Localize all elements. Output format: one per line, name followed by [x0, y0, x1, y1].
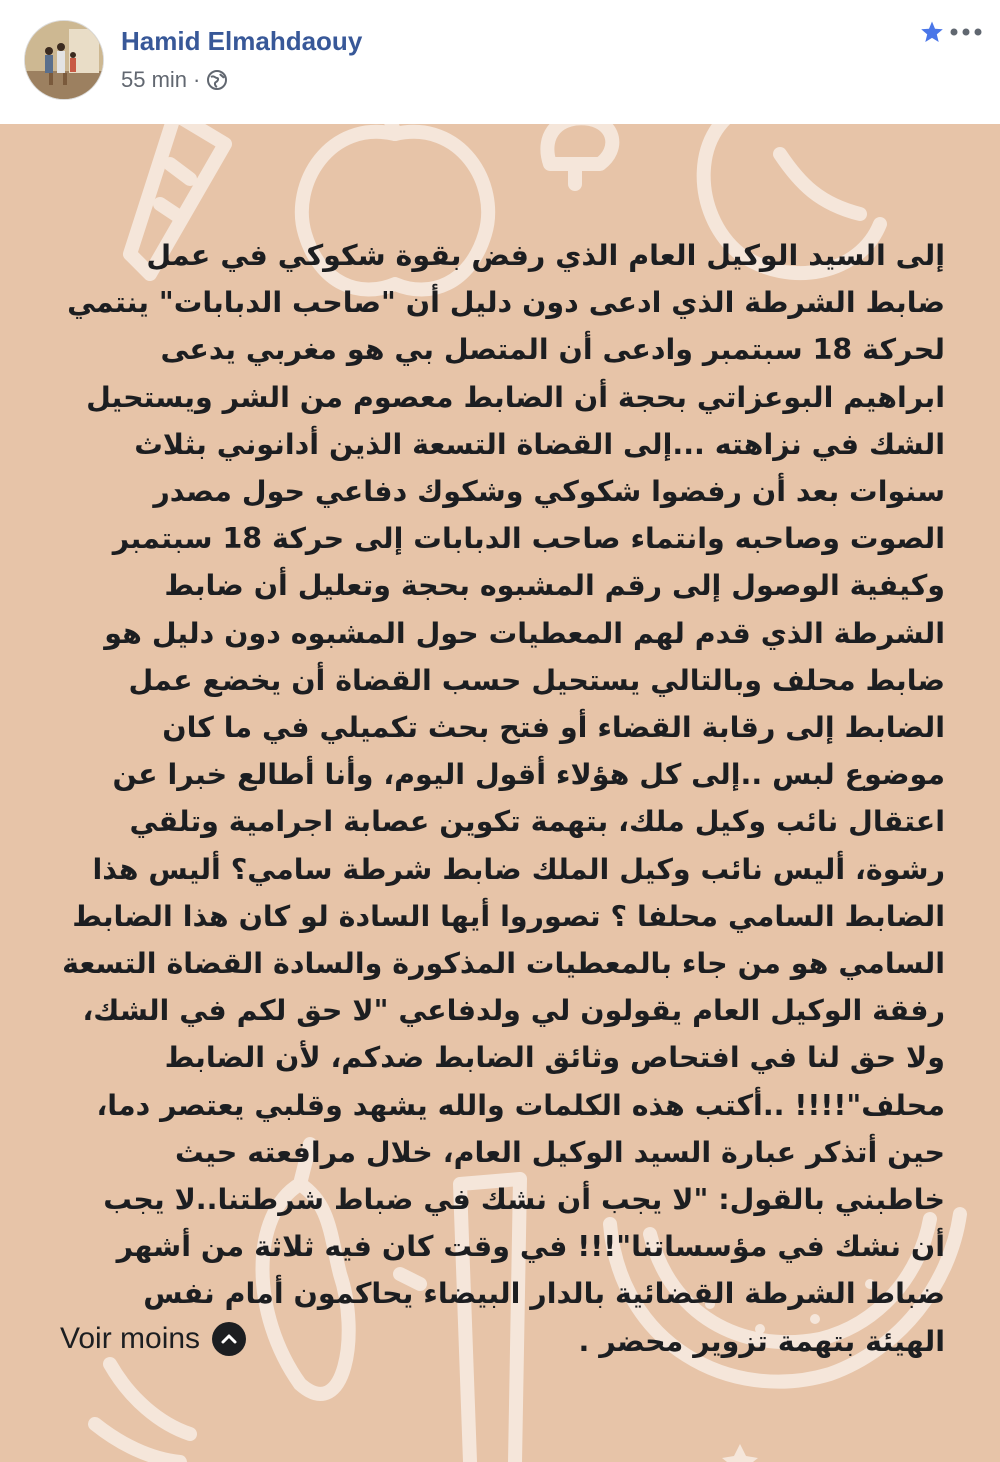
- chevron-up-icon[interactable]: [212, 1322, 246, 1356]
- see-less-label: Voir moins: [60, 1322, 201, 1355]
- avatar[interactable]: [24, 20, 104, 100]
- post-time[interactable]: 55 min: [121, 67, 188, 92]
- meta-separator: ·: [193, 67, 201, 92]
- star-icon[interactable]: [920, 20, 944, 44]
- post-body-text: إلى السيد الوكيل العام الذي رفض بقوة شكوكي في عمل ضابط الشرطة الذي ادعى دون دليل أن "صاحب الدبابات" ينتمي لحركة 18 سبتمبر وادعى أن المتصل بي هو مغربي يدعى ابراهيم البوعزاتي بحجة أن الضابط معصوم من الشر ويستحيل الشك في نزاهته ...إلى القضاة التسعة الذين أدانوني بثلاث سنوات بعد أن رفضوا شكوكي وشكوك دفاعي حول مصدر الصوت وصاحبه وانتماء صاحب الدبابات إلى حركة 18 سبتمبر وكيفية الوصول إلى رقم المشبوه بحجة وتعليل أن ضابط الشرطة الذي قدم لهم المعطيات حول المشبوه دون دليل هو ضابط محلف وبالتالي يستحيل حسب القضاة أن يخضع عمل الضابط إلى رقابة القضاء أو فتح بحث تكميلي في ما كان موضوع لبس ..إلى كل هؤلاء أقول اليوم، وأنا أطالع خبرا عن اعتقال نائب وكيل ملك، بتهمة تكوين عصابة اجرامية وتلقي رشوة، أليس نائب وكيل الملك ضابط شرطة سامي؟ أليس هذا الضابط السامي محلفا ؟ تصوروا أيها السادة لو كان هذا الضابط السامي هو من جاء بالمعطيات المذكورة والسادة القضاة التسعة رفقة الوكيل العام يقولون لي ولدفاعي "لا حق لكم في الشك، ولا حق لنا في افتحاص وثائق الضابط ضدكم، لأن الضابط محلف"!!!! ..أكتب هذه الكلمات والله يشهد وقلبي يعتصر دما، حين أتذكر عبارة السيد الوكيل العام، خلال مرافعته حيث خاطبني بالقول: "لا يجب أن نشك في ضباط شرطتنا..لا يجب أن نشك في مؤسساتنا"!!! في وقت كان فيه ثلاثة من أشهر ضباط الشرطة القضائية بالدار البيضاء يحاكمون أمام نفس الهيئة بتهمة تزوير محضر .: [62, 239, 945, 1358]
- post-background: [0, 124, 1000, 1462]
- post-header: [0, 0, 1000, 124]
- see-less-button[interactable]: [60, 1322, 246, 1356]
- avatar-photo: [25, 21, 104, 100]
- author-name[interactable]: Hamid Elmahdaouy: [121, 26, 363, 56]
- post-meta: [121, 66, 228, 94]
- more-icon[interactable]: [946, 22, 986, 42]
- globe-icon[interactable]: [206, 69, 228, 91]
